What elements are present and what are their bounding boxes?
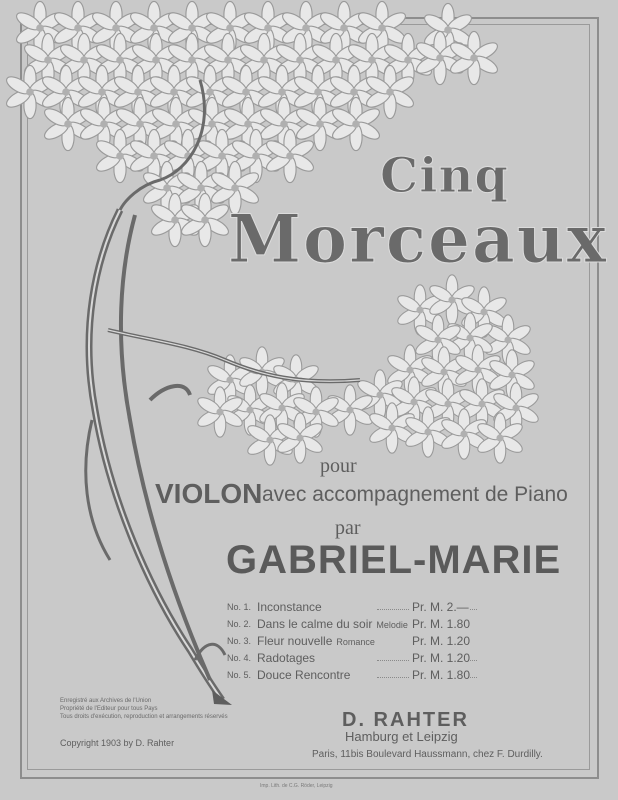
flower (356, 1, 408, 54)
composer-name: GABRIEL-MARIE (226, 538, 562, 582)
publisher-paris-address: Paris, 11bis Boulevard Haussmann, chez F. Durdilly. (312, 749, 543, 760)
piece-title: Inconstance (257, 600, 322, 614)
list-item (227, 634, 562, 651)
piece-price: Pr. M. 1.20 (412, 634, 471, 648)
piece-price: Pr. M. 1.20 (412, 651, 471, 665)
legal-line-3: Tous droits d'exécution, reproduction et arrangements réservés (60, 714, 228, 720)
copyright-notice: Copyright 1903 by D. Rahter (60, 738, 175, 748)
piece-number: No. 4. (227, 653, 252, 663)
title-line-1: Cinq (380, 148, 509, 204)
legal-line-2: Propriété de l'Editeur pour tous Pays (60, 706, 158, 712)
par-text: par (335, 517, 361, 539)
piece-price: Pr. M. 2.— (412, 600, 469, 614)
piece-title: Radotages (257, 651, 316, 665)
instrument-name: VIOLON (155, 478, 263, 509)
legal-line-1: Enregistré aux Archives de l'Union (60, 698, 152, 704)
piece-price: Pr. M. 1.80 (412, 668, 471, 682)
piece-title: Dans le calme du soir Melodie (257, 617, 408, 631)
piece-number: No. 1. (227, 602, 252, 612)
list-item (227, 617, 562, 634)
publisher-cities: Hamburg et Leipzig (345, 729, 458, 744)
piece-number: No. 2. (227, 619, 252, 629)
pieces-list (227, 600, 562, 685)
pour-text: pour (320, 455, 357, 477)
list-item (227, 668, 562, 685)
piece-title: Douce Rencontre (257, 668, 351, 682)
piece-number: No. 5. (227, 670, 252, 680)
title-line-2: Morceaux (228, 200, 609, 278)
printer-credit: Imp. Lith. de C.G. Röder, Leipzig (260, 783, 333, 789)
piece-number: No. 3. (227, 636, 252, 646)
accompaniment-text: avec accompagnement de Piano (262, 483, 568, 506)
piece-title: Fleur nouvelle Romance (257, 634, 375, 648)
list-item (227, 651, 562, 668)
piece-price: Pr. M. 1.80 (412, 617, 471, 631)
list-item (227, 600, 562, 617)
publisher-name: D. RAHTER (342, 709, 469, 731)
